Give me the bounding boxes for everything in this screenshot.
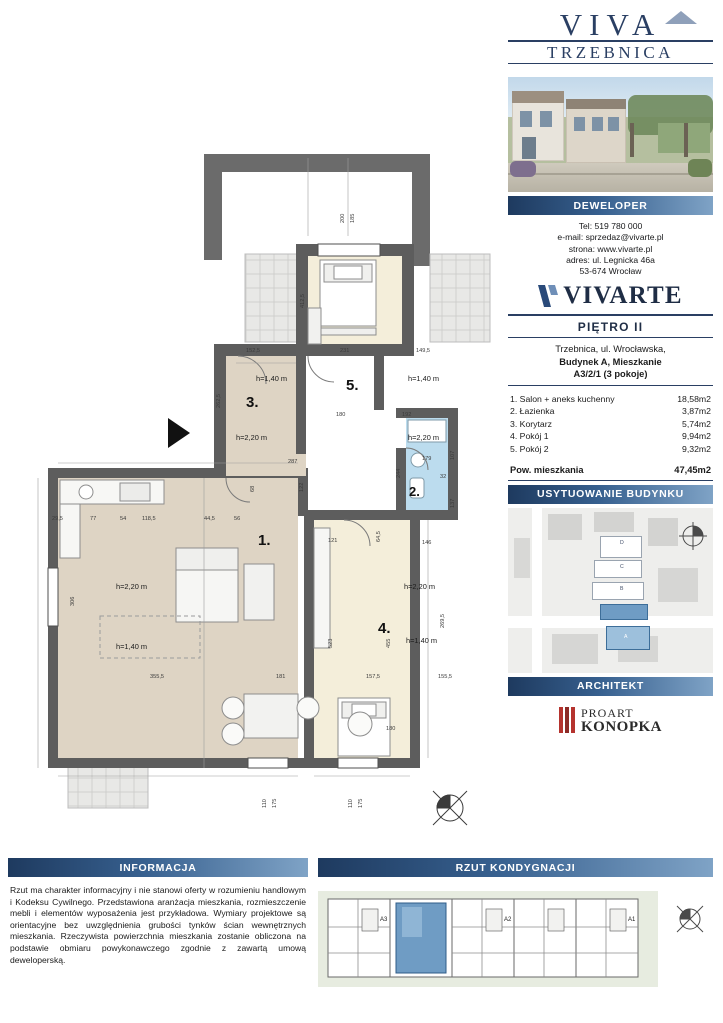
svg-text:68: 68 [250, 485, 256, 492]
developer-contact [508, 215, 713, 277]
svg-text:231: 231 [340, 348, 350, 354]
plan-height-tag: h=2,20 m [408, 433, 440, 442]
svg-text:44,5: 44,5 [204, 516, 215, 522]
room-name: 1. Salon + aneks kuchenny [510, 393, 615, 404]
address-line-2: Budynek A, Mieszkanie [559, 356, 662, 367]
plan-room-4-number: 4. [378, 620, 391, 637]
floor-overview-panel [318, 858, 713, 993]
svg-text:155,5: 155,5 [438, 674, 452, 680]
svg-text:107: 107 [450, 450, 456, 460]
vivarte-mark-icon [538, 285, 558, 307]
building-letter: C [620, 563, 624, 570]
floor-overview-svg [318, 883, 713, 993]
developer-site: strona: www.vivarte.pl [568, 243, 653, 254]
svg-text:110: 110 [348, 799, 354, 808]
apartment-address [508, 338, 713, 385]
floor-plan [8, 8, 500, 853]
address-line-1: Trzebnica, ul. Wrocławska, [555, 344, 666, 355]
developer-address-2: 53-674 Wrocław [579, 266, 642, 277]
svg-text:32: 32 [440, 474, 447, 480]
floor-overview-plan [318, 883, 713, 993]
developer-phone: Tel: 519 780 000 [578, 221, 643, 231]
svg-text:56: 56 [234, 516, 241, 522]
room-area: 9,32m2 [682, 444, 711, 455]
information-panel [8, 858, 308, 966]
architect-name-bottom: KONOPKA [581, 718, 662, 735]
developer-address-1: adres: ul. Legnicka 46a [566, 254, 655, 265]
svg-text:122: 122 [299, 482, 305, 492]
room-name: 2. Łazienka [510, 406, 555, 417]
room-area: 9,94m2 [682, 431, 711, 442]
floor-overview-bar: RZUT KONDYGNACJI [318, 858, 713, 877]
svg-text:137: 137 [450, 498, 456, 508]
svg-text:110: 110 [262, 799, 268, 808]
building-letter: B [620, 585, 624, 592]
plan-height-tag: h=1,40 m [406, 636, 438, 645]
compass-icon [679, 522, 707, 550]
plan-height-tag: h=2,20 m [116, 582, 148, 591]
svg-text:149,5: 149,5 [416, 348, 430, 354]
svg-text:287: 287 [288, 459, 298, 465]
svg-text:262,5: 262,5 [216, 394, 222, 408]
svg-text:64,5: 64,5 [376, 531, 382, 542]
svg-text:54: 54 [120, 516, 127, 522]
table-row [510, 443, 711, 456]
table-row [510, 393, 711, 406]
architect-logo [508, 700, 713, 740]
information-text: Rzut ma charakter informacyjny i nie stanowi oferty w rozumieniu handlowym i Kodeksu Cywilnego. Przedstawiona aranżacja mieszkania, rozmieszczenie mebli i elementów wyposażenia jest przykładowa. Wymiary projektowe są orientacyjne bez uwzględnienia grubości tynków ścian wewnętrznych mieszkania. Rzeczywista powierzchnia mieszkania zostanie obliczona na podstawie obmiaru powykonawczego zgodnie z zawartą umową deweloperską. [10, 885, 306, 965]
architect-bar: ARCHITEKT [508, 677, 713, 696]
room-area: 3,87m2 [682, 406, 711, 417]
room-name: 5. Pokój 2 [510, 444, 549, 455]
plan-room-3-number: 3. [246, 394, 259, 411]
svg-text:185: 185 [350, 213, 356, 223]
unit-label: A3 [380, 917, 388, 923]
room-area: 18,58m2 [677, 393, 711, 404]
plan-height-tag: h=2,20 m [236, 433, 268, 442]
svg-text:523: 523 [328, 638, 334, 648]
plan-room-2-number: 2. [409, 484, 420, 499]
developer-email: e-mail: sprzedaz@vivarte.pl [557, 232, 664, 243]
svg-text:355,5: 355,5 [150, 674, 164, 680]
svg-text:180: 180 [336, 412, 346, 418]
svg-text:146: 146 [422, 540, 432, 546]
room-area: 5,74m2 [682, 418, 711, 429]
total-value: 47,45m2 [674, 464, 711, 475]
svg-text:29,5: 29,5 [52, 516, 63, 522]
table-row [510, 405, 711, 418]
svg-text:118,5: 118,5 [142, 516, 156, 522]
svg-text:412,5: 412,5 [300, 294, 306, 308]
vivarte-logo [508, 282, 713, 316]
svg-text:157,5: 157,5 [366, 674, 380, 680]
architect-name-top: PROART [581, 705, 634, 720]
floor-plan-svg [8, 8, 500, 853]
svg-text:152,5: 152,5 [246, 348, 260, 354]
plan-height-tag: h=2,20 m [404, 582, 436, 591]
address-line-3: A3/2/1 (3 pokoje) [573, 369, 648, 380]
svg-text:200: 200 [340, 213, 346, 223]
unit-label: A2 [504, 917, 512, 923]
svg-text:179: 179 [422, 456, 432, 462]
room-name: 3. Korytarz [510, 418, 553, 429]
plan-height-tag: h=1,40 m [116, 642, 148, 651]
svg-text:77: 77 [90, 516, 97, 522]
total-label: Pow. mieszkania [510, 464, 584, 475]
location-bar: USYTUOWANIE BUDYNKU [508, 485, 713, 504]
plan-height-tag: h=1,40 m [256, 374, 288, 383]
plan-room-5-number: 5. [346, 377, 359, 394]
svg-text:192: 192 [402, 412, 412, 418]
site-location-map [508, 508, 713, 673]
unit-label: A1 [628, 917, 636, 923]
building-letter: A [624, 633, 628, 640]
information-bar: INFORMACJA [8, 858, 308, 877]
svg-text:121: 121 [328, 538, 338, 544]
logo-line-1: VIVA [559, 7, 662, 42]
svg-text:180: 180 [386, 726, 396, 732]
room-name: 4. Pokój 1 [510, 431, 549, 442]
total-area-row [510, 456, 711, 475]
plan-height-tag: h=1,40 m [408, 374, 440, 383]
building-render-image [508, 77, 713, 192]
svg-text:175: 175 [358, 798, 364, 808]
svg-text:244: 244 [396, 468, 402, 478]
svg-text:181: 181 [276, 674, 286, 680]
svg-text:175: 175 [272, 798, 278, 808]
logo-line-2: TRZEBNICA [508, 40, 713, 64]
svg-text:306: 306 [70, 596, 76, 606]
plan-room-1-number: 1. [258, 532, 271, 549]
table-row [510, 418, 711, 431]
svg-text:455: 455 [386, 638, 392, 648]
brand-logo [508, 7, 713, 72]
building-letter: D [620, 539, 624, 546]
svg-text:269,5: 269,5 [440, 614, 446, 628]
stripes-icon [559, 707, 575, 733]
vivarte-wordmark: VIVARTE [563, 282, 683, 310]
room-schedule-table [508, 386, 713, 481]
developer-bar: DEWELOPER [508, 196, 713, 215]
table-row [510, 430, 711, 443]
floor-label: PIĘTRO II [508, 316, 713, 338]
